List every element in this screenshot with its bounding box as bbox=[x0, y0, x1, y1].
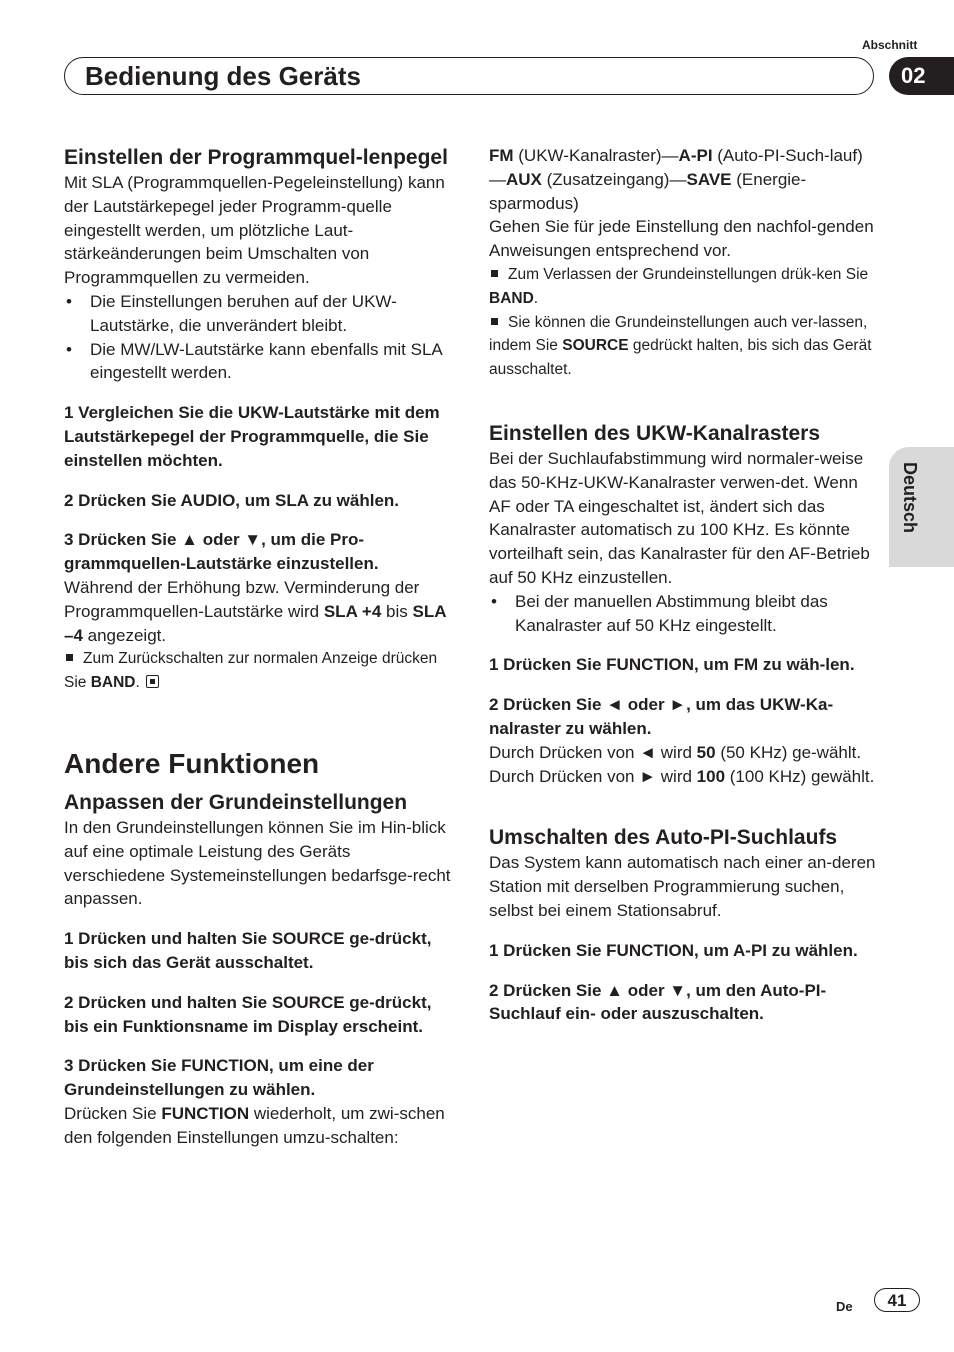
page-number: 41 bbox=[874, 1288, 920, 1312]
paragraph: Durch Drücken von ◄ wird 50 (50 KHz) ge-wählt. Durch Drücken von ► wird 100 (100 KHz) gewählt. bbox=[489, 742, 875, 786]
language-tab-label: Deutsch bbox=[900, 462, 920, 534]
section-heading-grundeinstellungen: Anpassen der Grundeinstellungen bbox=[64, 790, 408, 814]
bullet-item: • Die MW/LW-Lautstärke kann ebenfalls mit SLA eingestellt werden. bbox=[64, 338, 452, 386]
footer-language: De bbox=[836, 1299, 853, 1314]
section-heading-sla: Einstellen der Programmquel-lenpegel bbox=[64, 146, 448, 169]
step-1: 1 Vergleichen Sie die UKW-Lautstärke mit dem Lautstärkepegel der Programmquelle, die Sie einstellen möchten. bbox=[64, 403, 440, 470]
step-1: 1 Drücken Sie FUNCTION, um FM zu wäh-len. bbox=[489, 655, 855, 675]
section-number-badge: 02 bbox=[889, 57, 954, 95]
paragraph: Drücken Sie FUNCTION wiederholt, um zwi-schen den folgenden Einstellungen umzu-schalten: bbox=[64, 1103, 445, 1147]
step-1: 1 Drücken und halten Sie SOURCE ge-drückt, bis sich das Gerät ausschaltet. bbox=[64, 929, 432, 972]
step-3: 3 Drücken Sie ▲ oder ▼, um die Pro-grammquellen-Lautstärke einzustellen. bbox=[64, 530, 379, 574]
paragraph: FM (UKW-Kanalraster)—A-PI (Auto-PI-Such-lauf)—AUX (Zusatzeingang)—SAVE (Energie-sparmodus) bbox=[489, 146, 863, 213]
step-2: 2 Drücken und halten Sie SOURCE ge-drückt, bis ein Funktionsname im Display erscheint. bbox=[64, 992, 432, 1036]
note-marker-icon bbox=[491, 318, 498, 325]
main-heading: Andere Funktionen bbox=[64, 747, 320, 779]
end-of-section-icon bbox=[146, 675, 159, 688]
step-2: 2 Drücken Sie AUDIO, um SLA zu wählen. bbox=[64, 490, 400, 510]
step-2: 2 Drücken Sie ▲ oder ▼, um den Auto-PI-Suchlauf ein- oder auszuschalten. bbox=[489, 980, 827, 1024]
bullet-item: • Die Einstellungen beruhen auf der UKW-Lautstärke, die unverändert bleibt. bbox=[64, 290, 452, 338]
step-2: 2 Drücken Sie ◄ oder ►, um das UKW-Ka-nalraster zu wählen. bbox=[489, 695, 834, 738]
abschnitt-label: Abschnitt bbox=[862, 38, 918, 52]
note: Zum Zurückschalten zur normalen Anzeige drücken Sie BAND. bbox=[64, 650, 438, 692]
language-tab bbox=[889, 447, 954, 567]
note-marker-icon bbox=[66, 654, 73, 661]
chapter-title: Bedienung des Geräts bbox=[85, 61, 361, 91]
left-column bbox=[64, 144, 452, 1150]
paragraph: Das System kann automatisch nach einer an-deren Station mit derselben Programmierung suchen, selbst bei einem Stationsabruf. bbox=[489, 853, 876, 920]
paragraph: Bei der Suchlaufabstimmung wird normaler-weise das 50-KHz-UKW-Kanalraster verwen-det. Wenn AF oder TA eingeschaltet ist, ändert sich das Kanalraster automatisch zu 100 KHz. Es könnte vorteilhaft sein, das Kanalraster für den AF-Betrieb auf 50 KHz einzustellen. bbox=[489, 448, 870, 587]
note-marker-icon bbox=[491, 270, 498, 277]
paragraph: Während der Erhöhung bzw. Verminderung der Programmquellen-Lautstärke wird SLA +4 bis SLA –4 angezeigt. bbox=[64, 577, 446, 645]
paragraph: Gehen Sie für jede Einstellung den nachfol-genden Anweisungen entsprechend vor. bbox=[489, 217, 874, 261]
note: Zum Verlassen der Grundeinstellungen drük-ken Sie BAND. bbox=[489, 265, 869, 307]
section-heading-auto-pi: Umschalten des Auto-PI-Suchlaufs bbox=[489, 826, 838, 850]
paragraph: Mit SLA (Programmquellen-Pegeleinstellung) kann der Lautstärkepegel jeder Programm-quelle eingestellt werden, um plötzliche Laut-stärkeänderungen beim Umschalten von Programmquellen zu vermeiden. bbox=[64, 173, 445, 288]
note: Sie können die Grundeinstellungen auch ver-lassen, indem Sie SOURCE gedrückt halten, bis sich das Gerät ausschaltet. bbox=[489, 313, 872, 379]
paragraph: In den Grundeinstellungen können Sie im Hin-blick auf eine optimale Leistung des Geräts verschiedene Systemeinstellungen bedarfsge-recht anpassen. bbox=[64, 817, 451, 909]
chapter-header bbox=[64, 57, 874, 95]
section-heading-kanalraster: Einstellen des UKW-Kanalrasters bbox=[489, 421, 821, 445]
right-column bbox=[489, 144, 877, 1026]
step-3: 3 Drücken Sie FUNCTION, um eine der Grundeinstellungen zu wählen. bbox=[64, 1056, 374, 1100]
bullet-item: • Bei der manuellen Abstimmung bleibt das Kanalraster auf 50 KHz eingestellt. bbox=[489, 590, 877, 638]
step-1: 1 Drücken Sie FUNCTION, um A-PI zu wählen. bbox=[489, 940, 858, 960]
